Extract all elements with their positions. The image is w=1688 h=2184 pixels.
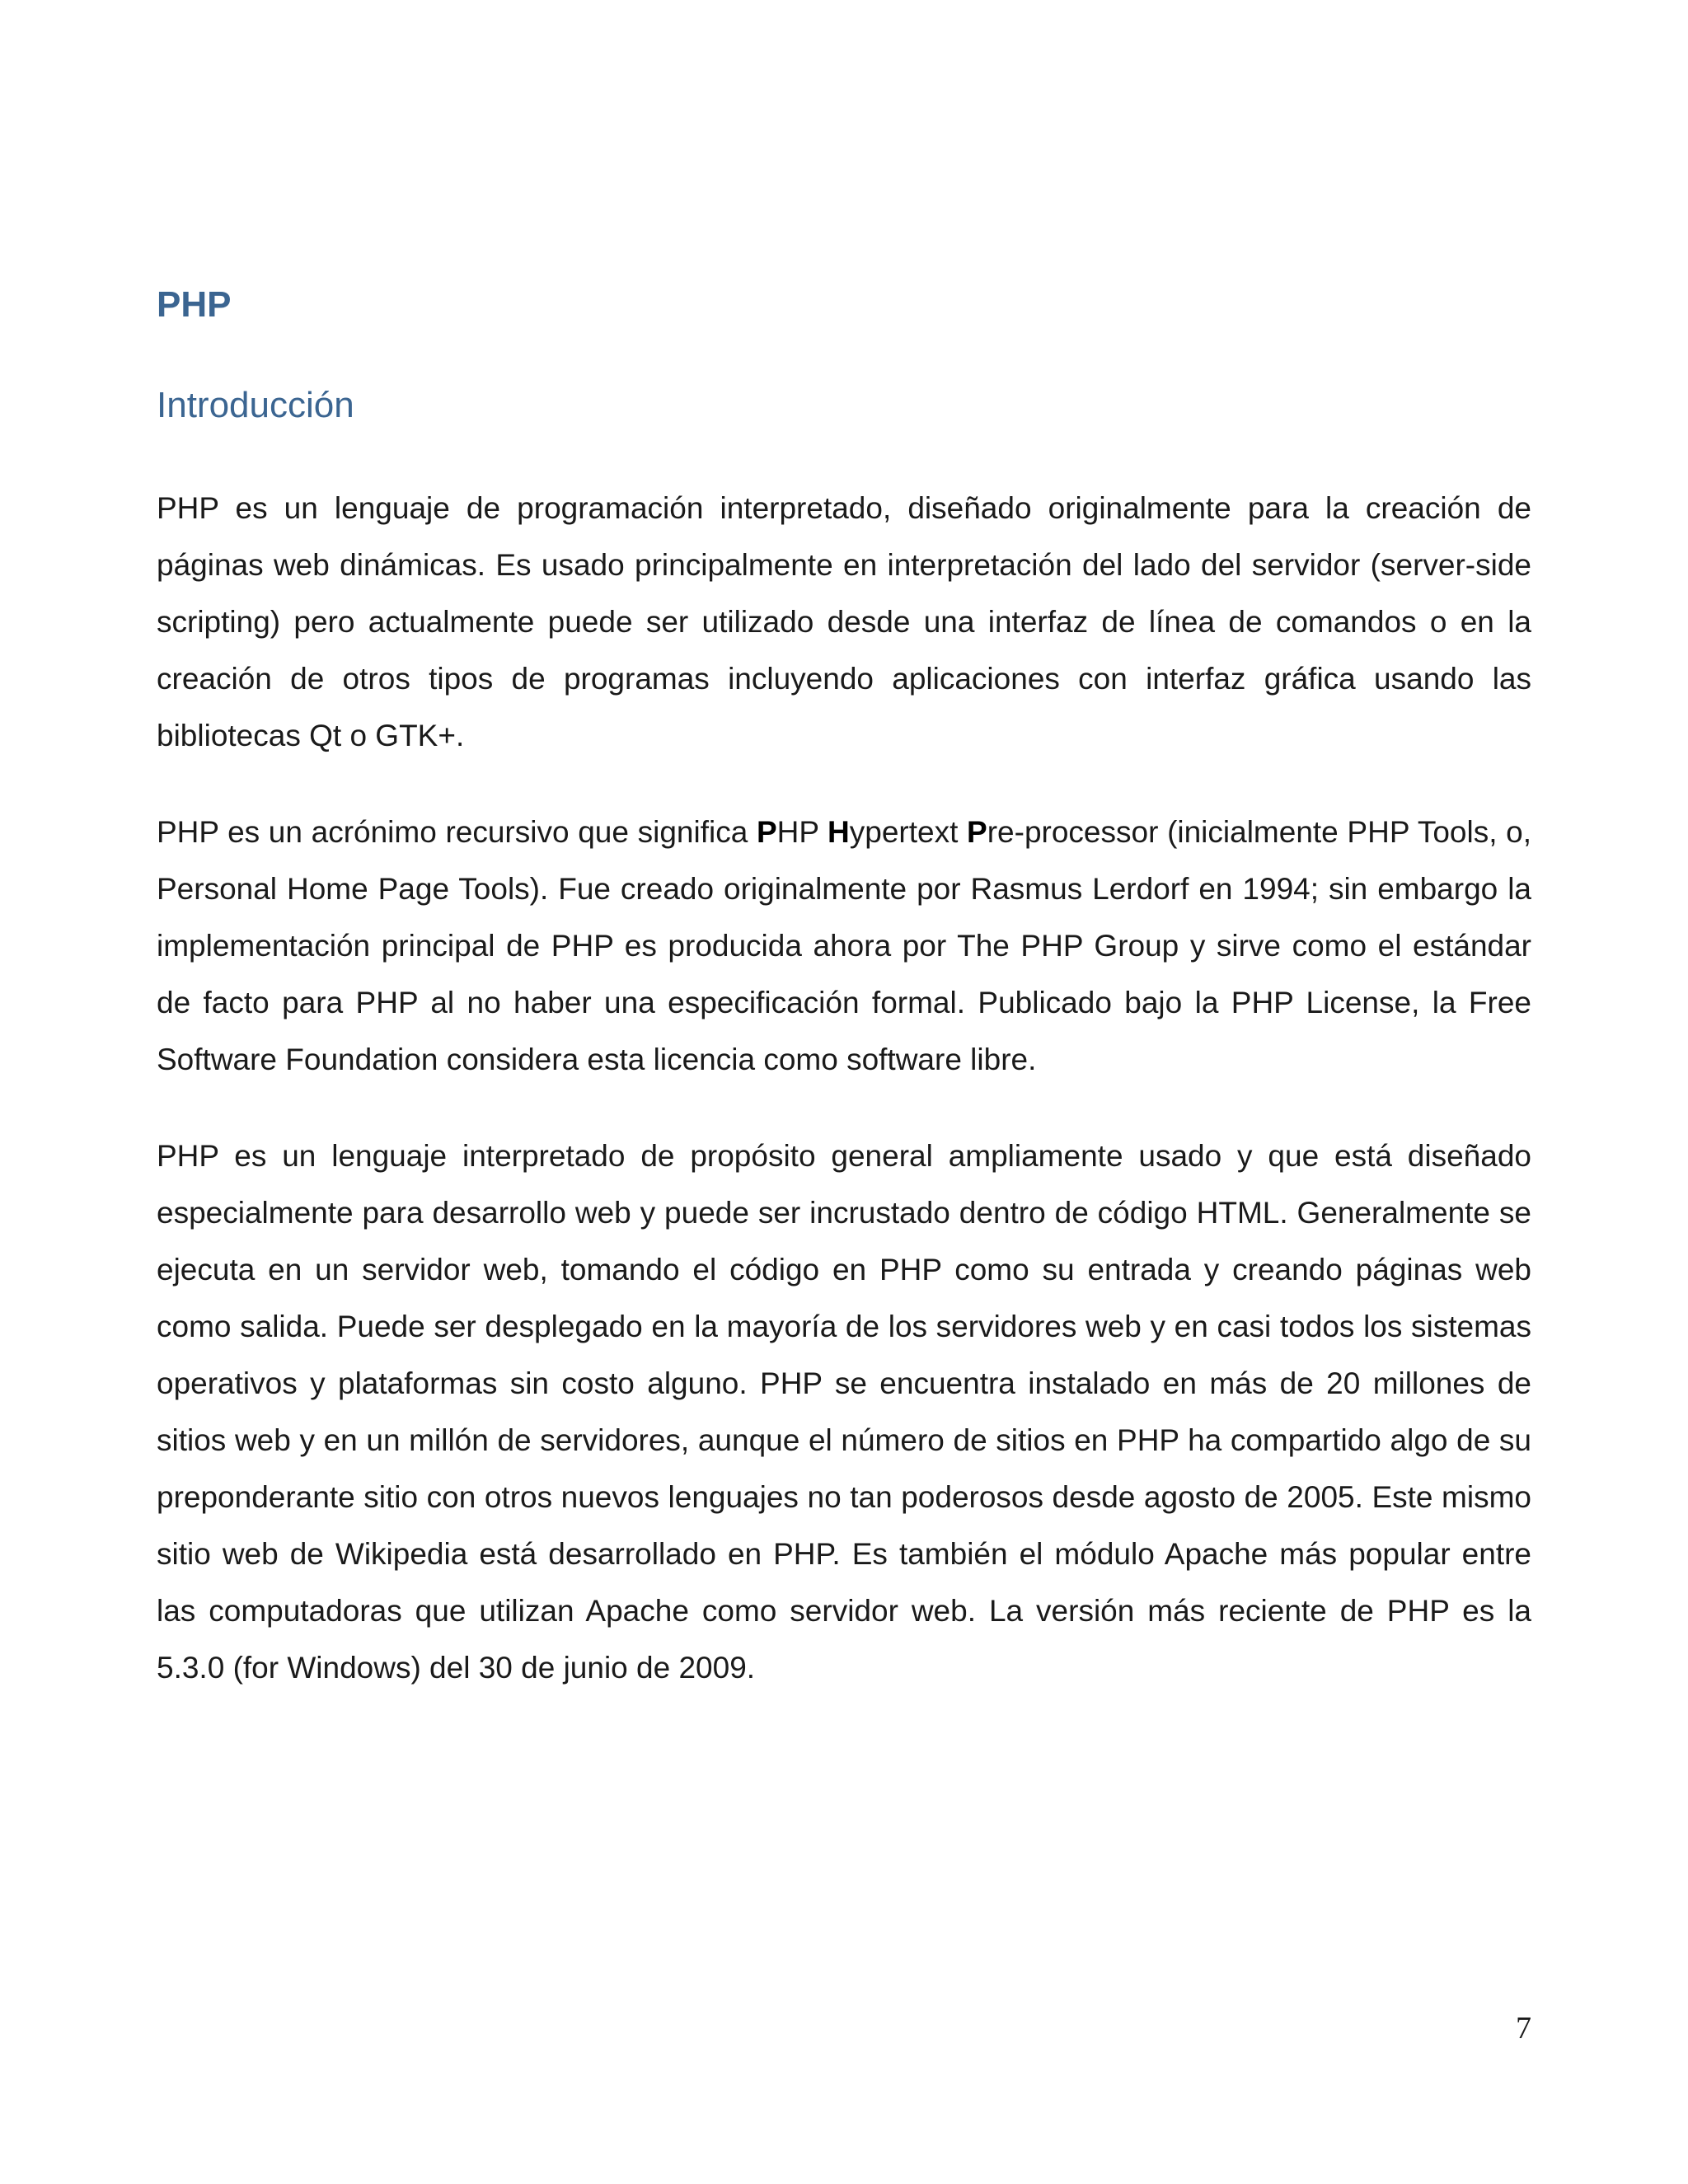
page-number: 7 bbox=[1516, 2011, 1531, 2046]
acronym-letter-p1: P bbox=[756, 815, 777, 849]
paragraph-3: PHP es un lenguaje interpretado de propósito general ampliamente usado y que está diseñado especialmente para desarrollo web y puede ser incrustado dentro de código HTML. Generalmente se ejecuta en un servidor web, tomando el código en PHP como su entrada y creando páginas web como salida. Puede ser desplegado en la mayoría de los servidores web y en casi todos los sistemas operativos y plataformas sin costo alguno. PHP se encuentra instalado en más de 20 millones de sitios web y en un millón de servidores, aunque el número de sitios en PHP ha compartido algo de su preponderante sitio con otros nuevos lenguajes no tan poderosos desde agosto de 2005. Este mismo sitio web de Wikipedia está desarrollado en PHP. Es también el módulo Apache más popular entre las computadoras que utilizan Apache como servidor web. La versión más reciente de PHP es la 5.3.0 (for Windows) del 30 de junio de 2009. bbox=[157, 1139, 1531, 1685]
section-heading: Introducción bbox=[157, 385, 354, 425]
acronym-letter-p2: P bbox=[967, 815, 987, 849]
acronym-rest-p2: re-processor bbox=[987, 815, 1159, 849]
paragraph-2 bbox=[157, 804, 1531, 1088]
paragraph-2-rest: (inicialmente PHP Tools, o, Personal Home Page Tools). Fue creado originalmente por Rasmus Lerdorf en 1994; sin embargo la implementación principal de PHP es producida ahora por The PHP Group y sirve como el estándar de facto para PHP al no haber una especificación formal. Publicado bajo la PHP License, la Free Software Foundation considera esta licencia como software libre. bbox=[157, 815, 1531, 1076]
acronym-rest-p1: HP bbox=[776, 815, 828, 849]
page-title: PHP bbox=[157, 284, 232, 325]
page-content bbox=[157, 280, 1531, 1696]
paragraph-2-intro: PHP es un acrónimo recursivo que significa bbox=[157, 815, 757, 849]
acronym-rest-h: ypertext bbox=[849, 815, 968, 849]
paragraph-1: PHP es un lenguaje de programación interpretado, diseñado originalmente para la creación de páginas web dinámicas. Es usado principalmente en interpretación del lado del servidor (server-side scripting) pero actualmente puede ser utilizado desde una interfaz de línea de comandos o en la creación de otros tipos de programas incluyendo aplicaciones con interfaz gráfica usando las bibliotecas Qt o GTK+. bbox=[157, 491, 1531, 752]
acronym-letter-h: H bbox=[828, 815, 850, 849]
